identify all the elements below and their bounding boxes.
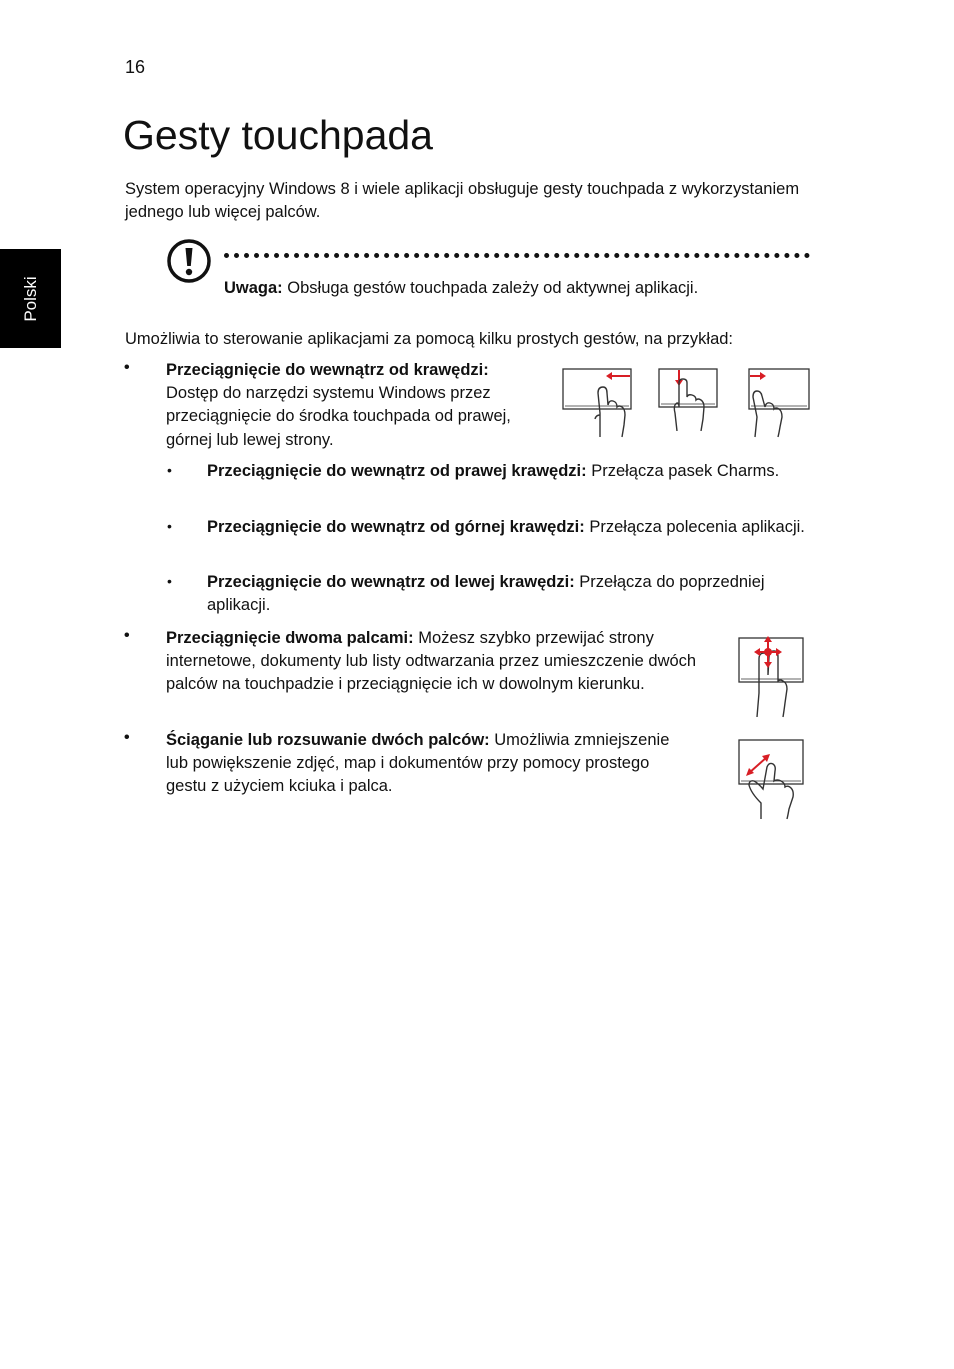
note-paragraph (224, 277, 814, 300)
pinch-zoom-illustration (737, 737, 805, 821)
page-title: Gesty touchpada (123, 112, 433, 158)
bullet-title: Przeciągnięcie do wewnątrz od krawędzi: (166, 361, 489, 379)
bullet-text: Umożliwia zmniejszenie lub powiększenie zdjęć, map i dokumentów przy pomocy prostego gestu z użyciem kciuka i palca. (166, 731, 670, 796)
bullet-edge-swipe (166, 359, 536, 452)
bullet-text: Możesz szybko przewijać strony internetowe, dokumenty lub listy odtwarzania przez umieszczenie dwóch palców na touchpadzie i przeciągnięcie ich w dowolnym kierunku. (166, 629, 697, 694)
sub-bullet-text: Przełącza do poprzedniej aplikacji. (207, 573, 765, 615)
top-edge-swipe-illustration (657, 367, 721, 431)
note-label: Uwaga: (224, 279, 283, 297)
bullet-text: Dostęp do narzędzi systemu Windows przez przeciągnięcie do środka touchpada od prawej, górnej lub lewej strony. (166, 384, 511, 449)
bullet-marker: • (124, 359, 130, 376)
exclamation-circle-icon (166, 238, 212, 284)
sub-bullet-left-edge (207, 571, 817, 617)
bullet-two-finger-scroll (166, 627, 726, 697)
sub-bullet-marker: • (167, 462, 172, 478)
sub-bullet-marker: • (167, 518, 172, 534)
bullet-marker: • (124, 627, 130, 644)
sub-bullet-text: Przełącza pasek Charms. (586, 462, 780, 480)
sub-bullet-marker: • (167, 573, 172, 589)
note-dotted-divider (224, 253, 810, 258)
right-edge-swipe-illustration (562, 367, 634, 439)
left-edge-swipe-illustration (747, 367, 811, 439)
sub-bullet-title: Przeciągnięcie do wewnątrz od górnej krawędzi: (207, 518, 585, 536)
bullet-title: Ściąganie lub rozsuwanie dwóch palców: (166, 731, 490, 749)
two-finger-scroll-illustration (737, 635, 805, 719)
sub-bullet-title: Przeciągnięcie do wewnątrz od prawej krawędzi: (207, 462, 587, 480)
sub-bullet-title: Przeciągnięcie do wewnątrz od lewej krawędzi: (207, 573, 575, 591)
language-side-tab (0, 249, 61, 348)
bullet-marker: • (124, 729, 130, 746)
sub-bullet-right-edge (207, 460, 817, 483)
lead-paragraph: Umożliwia to sterowanie aplikacjami za pomocą kilku prostych gestów, na przykład: (125, 330, 734, 348)
language-side-tab-label: Polski (20, 275, 40, 322)
sub-bullet-text: Przełącza polecenia aplikacji. (584, 518, 805, 536)
bullet-title: Przeciągnięcie dwoma palcami: (166, 629, 414, 647)
note-text: Obsługa gestów touchpada zależy od aktywnej aplikacji. (282, 279, 699, 297)
bullet-pinch (166, 729, 686, 799)
sub-bullet-top-edge (207, 516, 817, 539)
intro-paragraph: System operacyjny Windows 8 i wiele aplikacji obsługuje gesty touchpada z wykorzystaniem jednego lub więcej palców. (125, 180, 800, 222)
page-number: 16 (125, 57, 146, 77)
